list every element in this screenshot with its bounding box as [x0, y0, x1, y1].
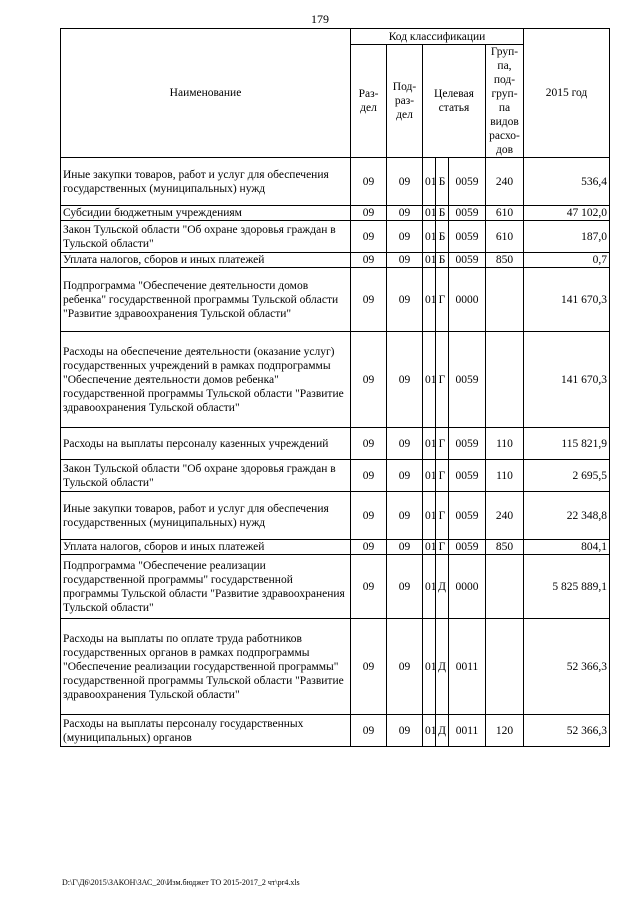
row-razdel: 09: [351, 221, 387, 253]
row-expense-group: 850: [486, 540, 524, 555]
row-razdel: 09: [351, 206, 387, 221]
row-podrazdel: 09: [387, 206, 423, 221]
row-target-subprogram: Г: [436, 492, 449, 540]
row-target-subprogram: Д: [436, 555, 449, 619]
row-target-direction: 0011: [449, 619, 486, 715]
table-row: [61, 619, 610, 715]
row-name: Уплата налогов, сборов и иных платежей: [61, 253, 351, 268]
header-name: Наименование: [61, 29, 351, 158]
table-row: [61, 268, 610, 332]
row-podrazdel: 09: [387, 253, 423, 268]
row-expense-group: [486, 555, 524, 619]
header-podrazdel: Под- раз- дел: [387, 45, 423, 158]
row-amount: 2 695,5: [524, 460, 610, 492]
row-target-direction: 0059: [449, 540, 486, 555]
budget-table: [60, 28, 610, 747]
row-amount: 52 366,3: [524, 619, 610, 715]
row-target-subprogram: Г: [436, 460, 449, 492]
row-expense-group: 110: [486, 428, 524, 460]
row-name: Расходы на выплаты по оплате труда работников государственных органов в рамках подпрограммы "Обеспечение реализации государственной программы" государственной программы Тульской области "Развитие здравоохранения Тульской области": [61, 619, 351, 715]
row-name: Закон Тульской области "Об охране здоровья граждан в Тульской области": [61, 460, 351, 492]
row-podrazdel: 09: [387, 460, 423, 492]
row-amount: 52 366,3: [524, 715, 610, 747]
row-target-program: 01: [423, 428, 436, 460]
row-target-direction: 0011: [449, 715, 486, 747]
row-target-program: 01: [423, 158, 436, 206]
row-target-direction: 0059: [449, 158, 486, 206]
header-classification: Код классификации: [351, 29, 524, 45]
row-podrazdel: 09: [387, 268, 423, 332]
row-amount: 141 670,3: [524, 268, 610, 332]
table-row: [61, 428, 610, 460]
row-amount: 804,1: [524, 540, 610, 555]
row-razdel: 09: [351, 332, 387, 428]
table-row: [61, 492, 610, 540]
table-row: [61, 253, 610, 268]
row-amount: 115 821,9: [524, 428, 610, 460]
row-target-direction: 0059: [449, 206, 486, 221]
row-amount: 22 348,8: [524, 492, 610, 540]
row-target-subprogram: Г: [436, 428, 449, 460]
row-podrazdel: 09: [387, 221, 423, 253]
row-amount: 0,7: [524, 253, 610, 268]
row-expense-group: [486, 619, 524, 715]
row-target-program: 01: [423, 206, 436, 221]
row-target-subprogram: Д: [436, 619, 449, 715]
row-expense-group: 610: [486, 206, 524, 221]
row-target-subprogram: Б: [436, 221, 449, 253]
row-target-direction: 0059: [449, 460, 486, 492]
row-expense-group: 110: [486, 460, 524, 492]
header-group: Груп- па, под- груп- па видов расхо- дов: [486, 45, 524, 158]
row-name: Субсидии бюджетным учреждениям: [61, 206, 351, 221]
row-razdel: 09: [351, 492, 387, 540]
header-razdel: Раз- дел: [351, 45, 387, 158]
row-razdel: 09: [351, 555, 387, 619]
row-target-direction: 0059: [449, 332, 486, 428]
row-razdel: 09: [351, 540, 387, 555]
row-name: Иные закупки товаров, работ и услуг для обеспечения государственных (муниципальных) нужд: [61, 158, 351, 206]
table-row: [61, 540, 610, 555]
row-razdel: 09: [351, 428, 387, 460]
row-target-direction: 0000: [449, 555, 486, 619]
row-name: Закон Тульской области "Об охране здоровья граждан в Тульской области": [61, 221, 351, 253]
row-podrazdel: 09: [387, 540, 423, 555]
file-path-footer: D:\Г\Д6\2015\ЗАКОН\ЗАС_20\Изм.бюджет ТО 2015-2017_2 чт\pr4.xls: [62, 878, 300, 887]
row-expense-group: 240: [486, 158, 524, 206]
row-razdel: 09: [351, 158, 387, 206]
row-target-subprogram: Б: [436, 206, 449, 221]
header-target: Целевая статья: [423, 45, 486, 158]
table-body: [61, 158, 610, 747]
table-row: [61, 332, 610, 428]
row-target-program: 01: [423, 460, 436, 492]
row-amount: 141 670,3: [524, 332, 610, 428]
row-expense-group: 120: [486, 715, 524, 747]
row-podrazdel: 09: [387, 619, 423, 715]
row-podrazdel: 09: [387, 332, 423, 428]
table-row: [61, 460, 610, 492]
row-razdel: 09: [351, 253, 387, 268]
header-year: 2015 год: [524, 29, 610, 158]
row-name: Подпрограмма "Обеспечение реализации государственной программы" государственной программы Тульской области "Развитие здравоохранения Тульской области": [61, 555, 351, 619]
row-amount: 5 825 889,1: [524, 555, 610, 619]
row-name: Расходы на выплаты персоналу казенных учреждений: [61, 428, 351, 460]
row-expense-group: [486, 332, 524, 428]
row-target-subprogram: Г: [436, 540, 449, 555]
row-expense-group: [486, 268, 524, 332]
row-target-program: 01: [423, 253, 436, 268]
row-podrazdel: 09: [387, 158, 423, 206]
row-target-direction: 0059: [449, 221, 486, 253]
row-podrazdel: 09: [387, 492, 423, 540]
row-target-program: 01: [423, 268, 436, 332]
row-name: Уплата налогов, сборов и иных платежей: [61, 540, 351, 555]
header-row-top: [61, 29, 610, 45]
row-amount: 536,4: [524, 158, 610, 206]
page-number: 179: [311, 12, 329, 26]
row-target-subprogram: Г: [436, 268, 449, 332]
row-podrazdel: 09: [387, 715, 423, 747]
table-row: [61, 221, 610, 253]
row-razdel: 09: [351, 619, 387, 715]
row-target-direction: 0059: [449, 492, 486, 540]
table-row: [61, 715, 610, 747]
row-amount: 187,0: [524, 221, 610, 253]
row-target-subprogram: Б: [436, 253, 449, 268]
table-row: [61, 555, 610, 619]
row-target-subprogram: Б: [436, 158, 449, 206]
row-target-program: 01: [423, 221, 436, 253]
row-razdel: 09: [351, 715, 387, 747]
row-target-program: 01: [423, 540, 436, 555]
row-target-subprogram: Д: [436, 715, 449, 747]
row-target-subprogram: Г: [436, 332, 449, 428]
table-row: [61, 206, 610, 221]
row-target-direction: 0000: [449, 268, 486, 332]
row-amount: 47 102,0: [524, 206, 610, 221]
row-expense-group: 610: [486, 221, 524, 253]
row-razdel: 09: [351, 268, 387, 332]
row-target-direction: 0059: [449, 428, 486, 460]
row-name: Подпрограмма "Обеспечение деятельности домов ребенка" государственной программы Тульской области "Развитие здравоохранения Тульской области": [61, 268, 351, 332]
row-name: Иные закупки товаров, работ и услуг для обеспечения государственных (муниципальных) нужд: [61, 492, 351, 540]
row-target-program: 01: [423, 332, 436, 428]
row-name: Расходы на обеспечение деятельности (оказание услуг) государственных учреждений в рамках подпрограммы "Обеспечение деятельности домов ребенка" государственной программы Тульской области "Развитие здравоохранения Тульской области": [61, 332, 351, 428]
row-name: Расходы на выплаты персоналу государственных (муниципальных) органов: [61, 715, 351, 747]
row-razdel: 09: [351, 460, 387, 492]
row-target-program: 01: [423, 555, 436, 619]
row-target-program: 01: [423, 715, 436, 747]
row-target-program: 01: [423, 492, 436, 540]
row-expense-group: 850: [486, 253, 524, 268]
row-expense-group: 240: [486, 492, 524, 540]
row-target-direction: 0059: [449, 253, 486, 268]
table-row: [61, 158, 610, 206]
row-podrazdel: 09: [387, 428, 423, 460]
row-target-program: 01: [423, 619, 436, 715]
row-podrazdel: 09: [387, 555, 423, 619]
